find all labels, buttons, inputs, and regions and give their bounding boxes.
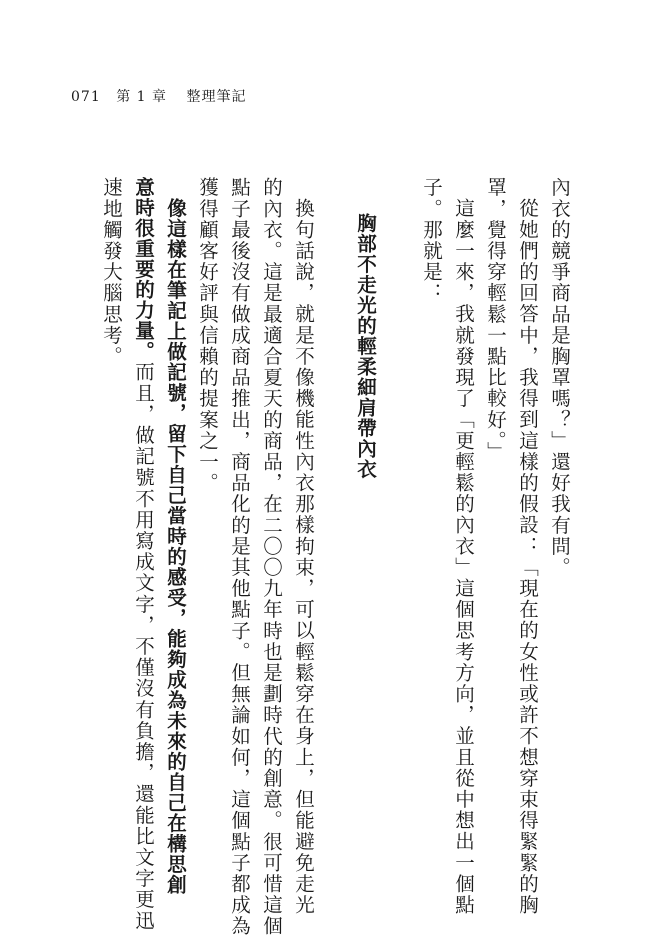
running-header — [71, 86, 246, 106]
text-column: 內衣的競爭商品是胸罩嗎？」還好我有問。 — [548, 177, 571, 578]
text-column: 點子最後沒有做成商品推出，商品化的是其他點子。但無論如何，這個點子都成為 — [228, 177, 251, 937]
text-column: 這麼一來，我就發現了「更輕鬆的內衣」這個思考方向，並且從中想出一個點 — [452, 198, 475, 916]
plain-text: 而且，做記號不用寫成文字，不僅沒有負擔，還能比文字更迅 — [132, 361, 155, 932]
text-column: 速地觸發大腦思考。 — [100, 177, 123, 367]
text-column: 獲得顧客好評與信賴的提案之一。 — [196, 177, 219, 494]
text-column: 罩，覺得穿輕鬆一點比較好。」 — [484, 177, 507, 463]
text-column: 換句話說，就是不像機能性內衣那樣拘束，可以輕鬆穿在身上，但能避免走光 — [292, 198, 315, 916]
chapter-label: 第 1 章 — [116, 89, 167, 105]
section-heading: 胸部不走光的輕柔細肩帶內衣 — [354, 213, 377, 480]
text-column: 子。那就是： — [420, 177, 443, 304]
chapter-title: 整理筆記 — [186, 89, 247, 105]
emphasized-text-column: 像這樣在筆記上做記號，留下自己當時的感受，能夠成為未來的自己在構思創 — [164, 198, 187, 895]
text-column — [131, 177, 155, 931]
text-column: 的內衣。這是最適合夏天的商品，在二〇〇九年時也是劃時代的創意。很可惜這個 — [260, 177, 283, 937]
emphasized-text: 意時很重要的力量。 — [132, 177, 155, 362]
page-number: 071 — [71, 89, 101, 105]
text-column: 從她們的回答中，我得到這樣的假設：「現在的女性或許不想穿束得緊緊的胸 — [516, 198, 539, 916]
